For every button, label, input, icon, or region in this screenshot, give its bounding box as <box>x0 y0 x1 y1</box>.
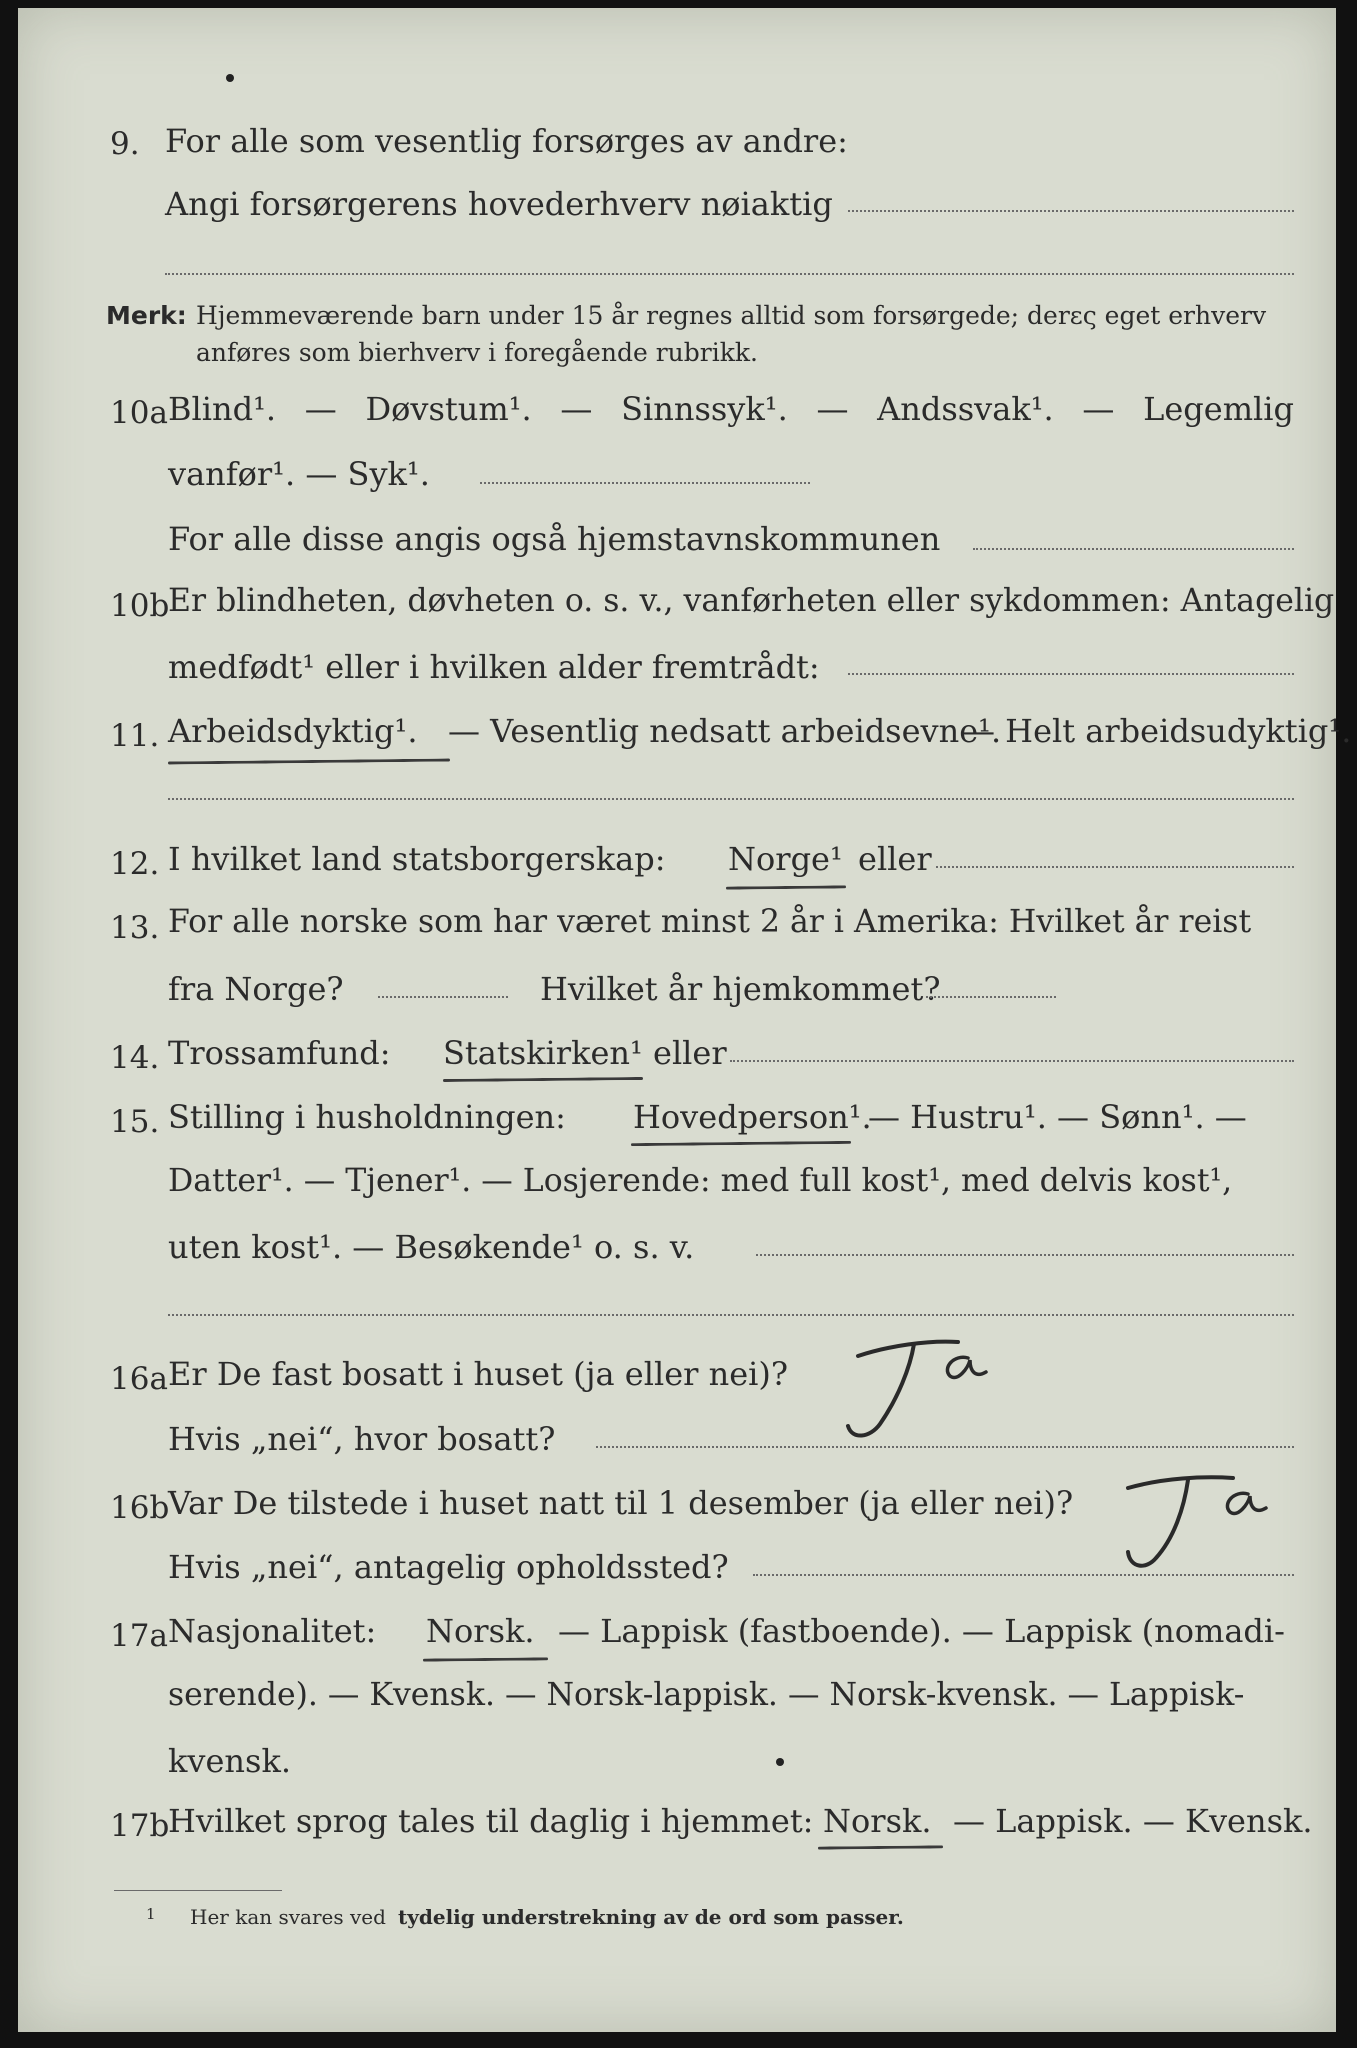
ink-speck <box>776 1758 784 1766</box>
footnote-text-plain: Her kan svares ved <box>190 1905 386 1929</box>
q10b-answer-field[interactable] <box>848 673 1294 675</box>
q13-number: 13. <box>110 910 160 946</box>
q10b-number: 10b <box>110 588 170 624</box>
q15-line3: uten kost¹. — Besøkende¹ o. s. v. <box>168 1228 695 1266</box>
merk-line2: anføres som bierhverv i foregående rubrikk. <box>196 338 758 367</box>
q13-reist-field[interactable] <box>378 996 508 998</box>
q17b-number: 17b <box>110 1808 170 1844</box>
q9-answer-line2[interactable] <box>165 273 1294 275</box>
q11-opt-arbeidsdyktig: Arbeidsdyktig¹. <box>168 712 418 750</box>
footnote-marker: 1 <box>146 1905 156 1923</box>
q10a-line3: For alle disse angis også hjemstavnskommunen <box>168 520 941 558</box>
q10a-line1 <box>168 390 1294 428</box>
q9-line2: Angi forsørgerens hovederhverv nøiaktig <box>165 185 833 223</box>
q11-opt-udyktig: — Helt arbeidsudyktig¹. <box>963 712 1352 750</box>
q14-answer: Statskirken¹ <box>443 1034 643 1072</box>
q10b-line1: Er blindheten, døvheten o. s. v., vanførheten eller sykdommen: Antagelig <box>168 583 1335 619</box>
q17a-rest1: — Lappisk (fastboende). — Lappisk (nomadi- <box>558 1612 1285 1650</box>
q17a-underline-mark <box>423 1657 548 1661</box>
dash: — <box>1082 390 1115 428</box>
q11-answer-line[interactable] <box>168 798 1294 800</box>
handwritten-ja-icon <box>1108 1448 1288 1578</box>
q10a-line2: vanfør¹. — Syk¹. <box>168 455 430 493</box>
q12-suffix: eller <box>858 840 932 878</box>
q16b-opholdssted-field[interactable] <box>753 1574 1294 1576</box>
q16a-number: 16a <box>110 1361 168 1397</box>
handwritten-ja-icon <box>818 1328 1018 1448</box>
q17a-line2: serende). — Kvensk. — Norsk-lappisk. — Norsk-kvensk. — Lappisk- <box>168 1677 1245 1713</box>
opt-blind: Blind¹. <box>168 390 277 428</box>
q14-number: 14. <box>110 1040 160 1076</box>
q17b-answer: Norsk. <box>823 1802 932 1840</box>
footnote-text-bold: tydelig understrekning av de ord som passer. <box>398 1905 904 1929</box>
q10a-hjemstavn-field[interactable] <box>973 548 1294 550</box>
q14-suffix: eller <box>653 1034 727 1072</box>
q17b-underline-mark <box>818 1845 943 1849</box>
q13-line2b: Hvilket år hjemkommet? <box>540 970 941 1008</box>
q16b-number: 16b <box>110 1490 170 1526</box>
q17b-prefix: Hvilket sprog tales til daglig i hjemmet: <box>168 1802 814 1840</box>
q15-number: 15. <box>110 1104 160 1140</box>
q12-answer: Norge¹ <box>728 840 843 878</box>
q16a-line2: Hvis „nei“, hvor bosatt? <box>168 1420 556 1458</box>
q16a-handwritten-answer <box>818 1328 1018 1452</box>
dash: — <box>304 390 337 428</box>
q16b-line1: Var De tilstede i huset natt til 1 desember (ja eller nei)? <box>168 1484 1074 1522</box>
dash: — <box>816 390 849 428</box>
opt-dovstum: Døvstum¹. <box>365 390 532 428</box>
q17a-line3: kvensk. <box>168 1742 291 1780</box>
q10a-answer-field[interactable] <box>480 482 810 484</box>
q16b-handwritten-answer <box>1108 1448 1288 1582</box>
q17b-rest: — Lappisk. — Kvensk. <box>953 1802 1313 1840</box>
q14-answer-field[interactable] <box>730 1060 1294 1062</box>
q11-number: 11. <box>110 718 160 754</box>
q16b-line2: Hvis „nei“, antagelig opholdssted? <box>168 1548 729 1586</box>
q10b-line2: medfødt¹ eller i hvilken alder fremtrådt: <box>168 648 820 686</box>
q11-opt-nedsatt: — Vesentlig nedsatt arbeidsevne¹. <box>448 712 1002 750</box>
q9-number: 9. <box>110 126 140 162</box>
q12-number: 12. <box>110 846 160 882</box>
q9-line1: For alle som vesentlig forsørges av andre: <box>165 122 848 160</box>
q17a-number: 17a <box>110 1618 168 1654</box>
q13-hjemkommet-field[interactable] <box>926 996 1056 998</box>
q15-rest1: — Hustru¹. — Sønn¹. — <box>868 1098 1247 1136</box>
census-form-page <box>18 8 1352 2032</box>
opt-sinnssyk: Sinnssyk¹. <box>621 390 788 428</box>
q17a-prefix: Nasjonalitet: <box>168 1612 377 1650</box>
footnote-separator <box>114 1890 282 1891</box>
q17a-answer: Norsk. <box>426 1612 535 1650</box>
q15-prefix: Stilling i husholdningen: <box>168 1098 566 1136</box>
q14-prefix: Trossamfund: <box>168 1034 391 1072</box>
q15-underline-mark <box>631 1141 851 1146</box>
q14-underline-mark <box>443 1077 643 1082</box>
q13-line1: For alle norske som har været minst 2 år i Amerika: Hvilket år reist <box>168 904 1252 940</box>
q15-line2: Datter¹. — Tjener¹. — Losjerende: med full kost¹, med delvis kost¹, <box>168 1163 1233 1199</box>
q12-prefix: I hvilket land statsborgerskap: <box>168 840 666 878</box>
merk-label: Merk: <box>106 301 187 330</box>
q15-answer-field[interactable] <box>756 1254 1294 1256</box>
q16a-line1: Er De fast bosatt i huset (ja eller nei)? <box>168 1355 789 1393</box>
opt-legemlig: Legemlig <box>1143 390 1294 428</box>
q12-underline-mark <box>726 885 846 889</box>
q15-answer-line2[interactable] <box>168 1314 1294 1316</box>
q9-answer-field[interactable] <box>848 210 1294 212</box>
opt-andssvak: Andssvak¹. <box>877 390 1054 428</box>
q15-answer: Hovedperson¹. <box>633 1098 872 1136</box>
q12-answer-field[interactable] <box>936 866 1294 868</box>
dash: — <box>560 390 593 428</box>
ink-speck <box>226 74 234 82</box>
q10a-number: 10a <box>110 395 168 431</box>
q11-underline-mark <box>168 759 450 765</box>
merk-line1: Hjemmeværende barn under 15 år regnes alltid som forsørgede; derες eget erhverv <box>196 301 1267 330</box>
q13-line2a: fra Norge? <box>168 970 344 1008</box>
